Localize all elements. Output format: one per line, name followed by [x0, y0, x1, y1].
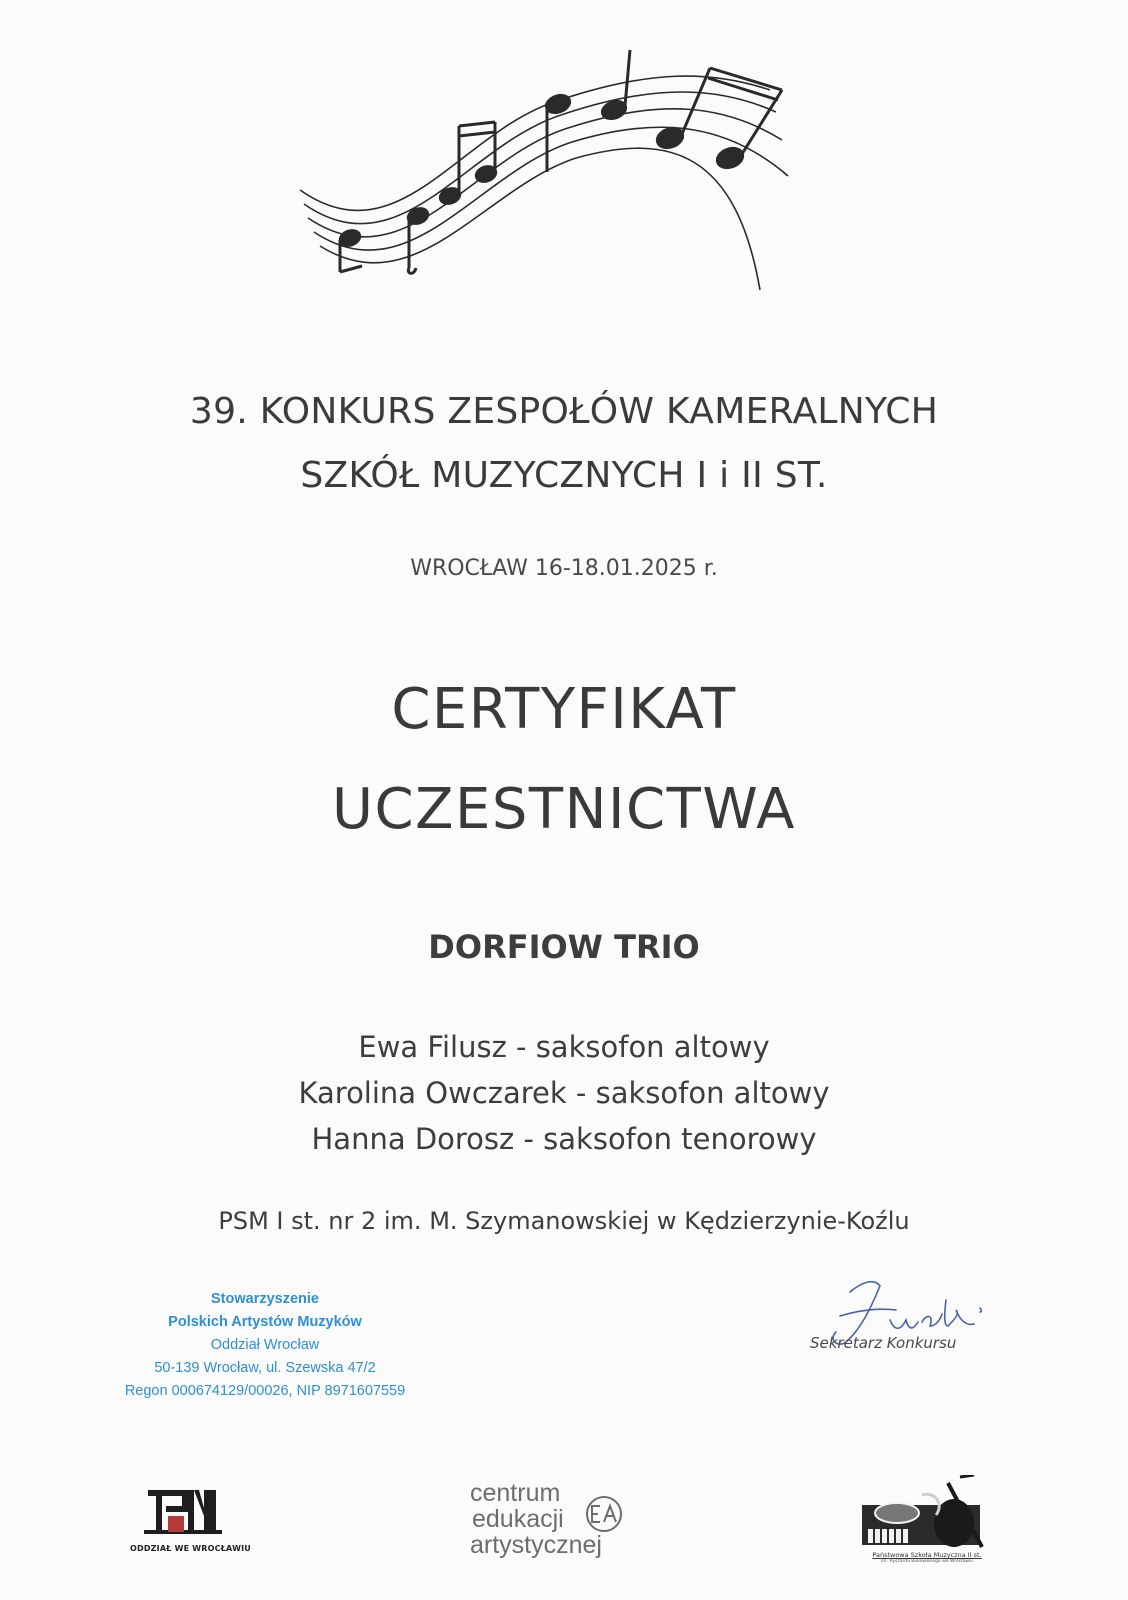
school-logo-subtitle: im. Ryszarda Bukowskiego we Wrocławiu: [880, 1559, 974, 1564]
stamp-line2: Polskich Artystów Muzyków: [168, 1314, 362, 1330]
ensemble-name: DORFIOW TRIO: [428, 928, 700, 966]
contest-title: [0, 380, 1128, 508]
member-item: Ewa Filusz - saksofon altowy: [358, 1030, 770, 1064]
signature-block: [810, 1280, 1020, 1380]
cea-logo-mark: [582, 1492, 626, 1536]
signature-role: Sekretarz Konkursu: [810, 1334, 957, 1352]
music-staff-graphic: [290, 40, 800, 300]
spam-logo-mark: [130, 1486, 240, 1544]
cea-line2: edukacji: [472, 1505, 564, 1533]
certificate-title-line2: UCZESTNICTWA: [332, 777, 796, 842]
school-logo-caption: [852, 1551, 1002, 1564]
stamp-line3: Oddział Wrocław: [210, 1337, 320, 1353]
cea-line3: artystycznej: [470, 1531, 602, 1559]
stamp-line4: 50-139 Wrocław, ul. Szewska 47/2: [154, 1360, 376, 1376]
certificate-title-line1: CERTYFIKAT: [391, 677, 737, 742]
spam-logo-caption: ODDZIAŁ WE WROCŁAWIU: [130, 1544, 251, 1553]
member-item: Karolina Owczarek - saksofon altowy: [298, 1076, 830, 1110]
school-name: PSM I st. nr 2 im. M. Szymanowskiej w Kędzierzynie-Koźlu: [218, 1207, 910, 1235]
member-item: Hanna Dorosz - saksofon tenorowy: [311, 1122, 817, 1156]
school-logo: [852, 1475, 1002, 1585]
contest-title-line2: SZKÓŁ MUZYCZNYCH I i II ST.: [300, 455, 828, 496]
stamp-line1: Stowarzyszenie: [211, 1291, 319, 1307]
contest-dates: WROCŁAW 16-18.01.2025 r.: [410, 556, 718, 581]
cea-line1: centrum: [470, 1479, 561, 1507]
association-stamp: [100, 1288, 430, 1403]
contest-title-line1: 39. KONKURS ZESPOŁÓW KAMERALNYCH: [189, 391, 939, 432]
cea-logo: [470, 1480, 650, 1580]
stamp-line5: Regon 000674129/00026, NIP 8971607559: [124, 1383, 406, 1399]
certificate-title: [0, 660, 1128, 860]
member-list: [0, 1024, 1128, 1162]
school-logo-mark: [852, 1475, 1002, 1551]
spam-logo: [130, 1486, 251, 1566]
school-logo-name: Państwowa Szkoła Muzyczna II st.: [872, 1551, 982, 1559]
